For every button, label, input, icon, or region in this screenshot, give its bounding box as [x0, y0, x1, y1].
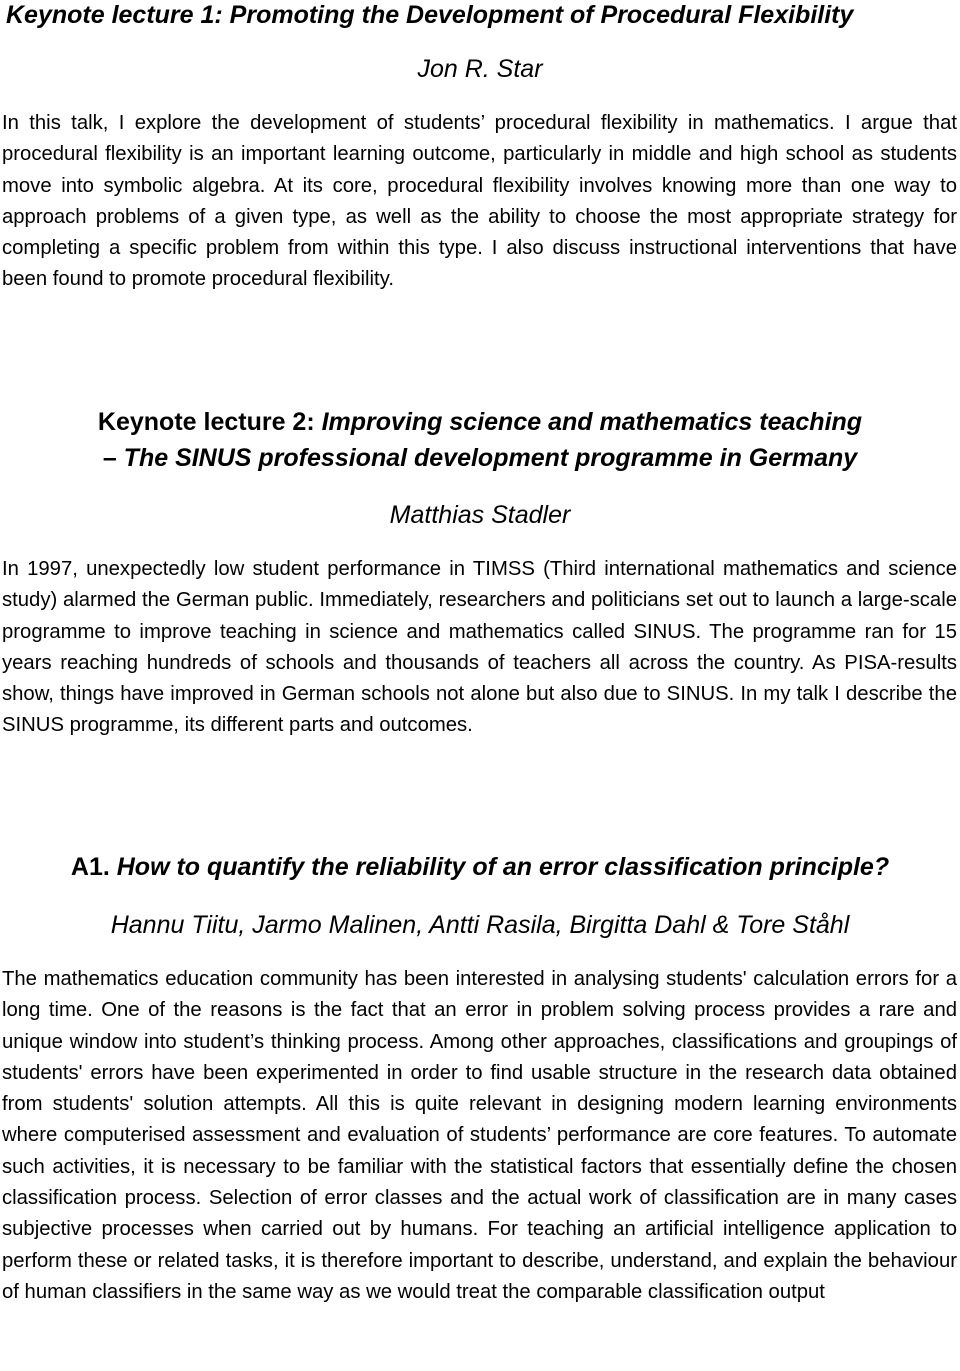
keynote-2-abstract-text: In 1997, unexpectedly low student performance in TIMSS (Third international mathematics and science study) alarmed the German public. Immediately, researchers and politicians set out to launch a large-scale programme to improve teaching in science and mathematics called SINUS. The programme ran for 15 years reaching hundreds of schools and thousands of teachers all across the country. As PISA-results show, things have improved in German schools not alone but also due to SINUS. In my talk I describe the SINUS programme, its different parts and outcomes. [2, 558, 957, 737]
keynote-1-abstract [2, 108, 957, 296]
keynote-2-title-main: Improving science and mathematics teaching [321, 408, 863, 436]
a1-title [0, 852, 960, 882]
keynote-1-abstract-text: In this talk, I explore the development of students’ procedural flexibility in mathematics. I argue that procedural flexibility is an important learning outcome, particularly in middle and high school as students move into symbolic algebra. At its core, procedural flexibility involves knowing more than one way to approach problems of a given type, as well as the ability to choose the most appropriate strategy for completing a specific problem from within this type. I also discuss instructional interventions that have been found to promote procedural flexibility. [2, 112, 957, 291]
a1-number: A1. [70, 853, 117, 881]
keynote-2-title-prefix: Keynote lecture 2: [97, 408, 322, 436]
keynote-1-title: Keynote lecture 1: Promoting the Development of Procedural Flexibility [6, 1, 854, 29]
keynote-2-dash: – [102, 444, 117, 472]
a1-authors: Hannu Tiitu, Jarmo Malinen, Antti Rasila, Birgitta Dahl & Tore Ståhl [110, 911, 850, 939]
a1-abstract [2, 964, 957, 1308]
keynote-2-abstract [2, 554, 957, 742]
keynote-2-title [0, 404, 960, 476]
keynote-2-author: Matthias Stadler [389, 501, 571, 529]
keynote-2-subtitle: The SINUS professional development programme in Germany [123, 444, 858, 472]
a1-abstract-text: The mathematics education community has been interested in analysing students' calculation errors for a long time. One of the reasons is the fact that an error in problem solving process provides a rare and unique window into student’s thinking process. Among other approaches, classifications and groupings of students' errors have been experimented in order to find usable structure in the research data obtained from students' solution attempts. All this is quite relevant in designing modern learning environments where computerised assessment and evaluation of students’ performance are core features. To automate such activities, it is necessary to be familiar with the statistical factors that essentially define the chosen classification process. Selection of error classes and the actual work of classification are in many cases subjective processes when carried out by humans. For teaching an artificial intelligence application to perform these or related tasks, it is therefore important to describe, understand, and explain the behaviour of human classifiers in the same way as we would treat the comparable classification output [2, 968, 957, 1303]
keynote-1-author: Jon R. Star [417, 55, 543, 83]
a1-title-text: How to quantify the reliability of an error classification principle? [116, 853, 890, 881]
